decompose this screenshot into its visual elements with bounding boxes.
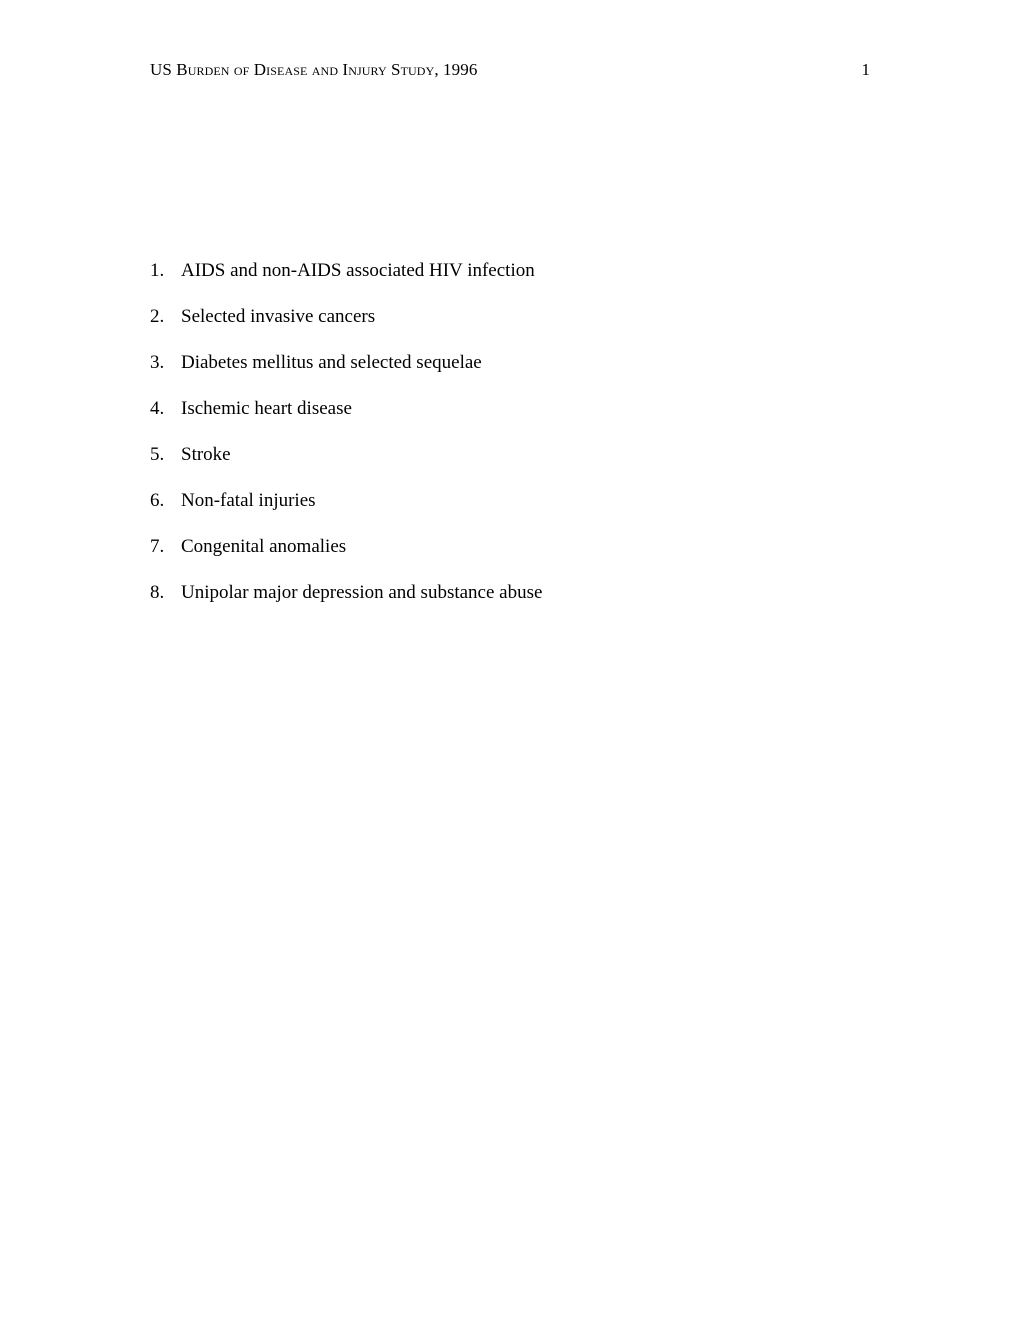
list-item-number: 3. — [150, 352, 165, 373]
list-item-label: Stroke — [181, 444, 231, 465]
list-item — [150, 580, 870, 626]
list-item — [150, 488, 870, 534]
topic-list — [150, 258, 870, 626]
list-item-number: 4. — [150, 398, 165, 419]
list-item — [150, 258, 870, 304]
list-item — [150, 442, 870, 488]
header-title: US Burden of Disease and Injury Study, 1996 — [150, 60, 478, 79]
list-item-label: Diabetes mellitus and selected sequelae — [181, 352, 482, 373]
list-item-number: 7. — [150, 536, 165, 557]
list-item — [150, 396, 870, 442]
list-item-label: Congenital anomalies — [181, 536, 347, 557]
list-item-number: 5. — [150, 444, 165, 465]
list-item-number: 6. — [150, 490, 165, 511]
list-item-number: 2. — [150, 306, 165, 327]
list-item — [150, 304, 870, 350]
page-number: 1 — [861, 60, 870, 79]
list-item-label: Non-fatal injuries — [181, 490, 316, 511]
list-item-label: Ischemic heart disease — [181, 398, 352, 419]
list-item — [150, 350, 870, 396]
list-item-label: Selected invasive cancers — [181, 306, 376, 327]
list-item — [150, 534, 870, 580]
list-item-label: AIDS and non-AIDS associated HIV infection — [181, 260, 535, 281]
list-item-number: 1. — [150, 260, 165, 281]
list-item-label: Unipolar major depression and substance abuse — [181, 582, 543, 603]
running-header — [150, 60, 870, 82]
list-item-number: 8. — [150, 582, 165, 603]
